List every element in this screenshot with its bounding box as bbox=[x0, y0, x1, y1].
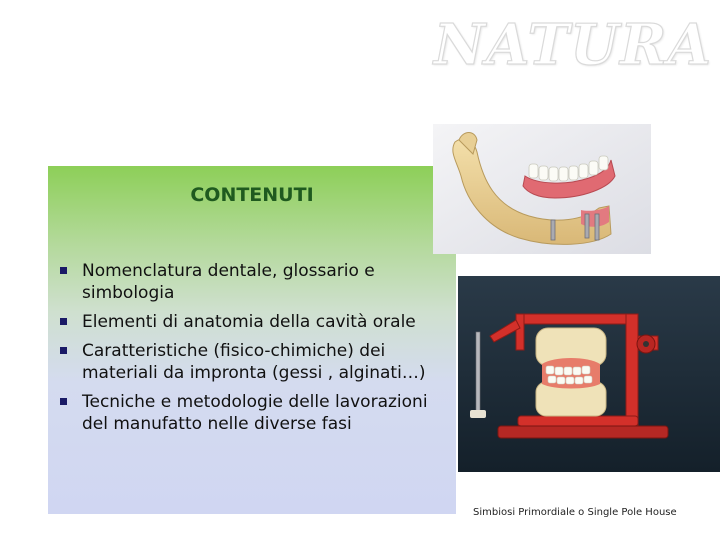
square-bullet-icon bbox=[60, 398, 67, 405]
list-item-text: Nomenclatura dentale, glossario e simbologia bbox=[82, 261, 375, 303]
square-bullet-icon bbox=[60, 318, 67, 325]
list-item bbox=[60, 391, 452, 435]
list-item-text: Elementi di anatomia della cavità orale bbox=[82, 312, 416, 332]
square-bullet-icon bbox=[60, 347, 67, 354]
list-item bbox=[60, 311, 452, 333]
list-item bbox=[60, 340, 452, 384]
list-item-text: Caratteristiche (fisico-chimiche) dei materiali da impronta (gessi , alginati…) bbox=[82, 341, 426, 383]
list-item-text: Tecniche e metodologie delle lavorazioni del manufatto nelle diverse fasi bbox=[82, 392, 428, 434]
articulator-photo bbox=[458, 276, 720, 472]
brand-watermark: NATURA bbox=[433, 12, 712, 78]
jaw-implant-photo bbox=[433, 124, 651, 254]
bullet-list bbox=[60, 260, 452, 442]
panel-title: CONTENUTI bbox=[190, 184, 314, 206]
square-bullet-icon bbox=[60, 267, 67, 274]
content-panel bbox=[48, 166, 456, 514]
jaw-implant-illustration bbox=[433, 124, 651, 254]
list-item bbox=[60, 260, 452, 304]
image-caption: Simbiosi Primordiale o Single Pole House bbox=[473, 507, 677, 518]
articulator-illustration bbox=[458, 276, 720, 472]
